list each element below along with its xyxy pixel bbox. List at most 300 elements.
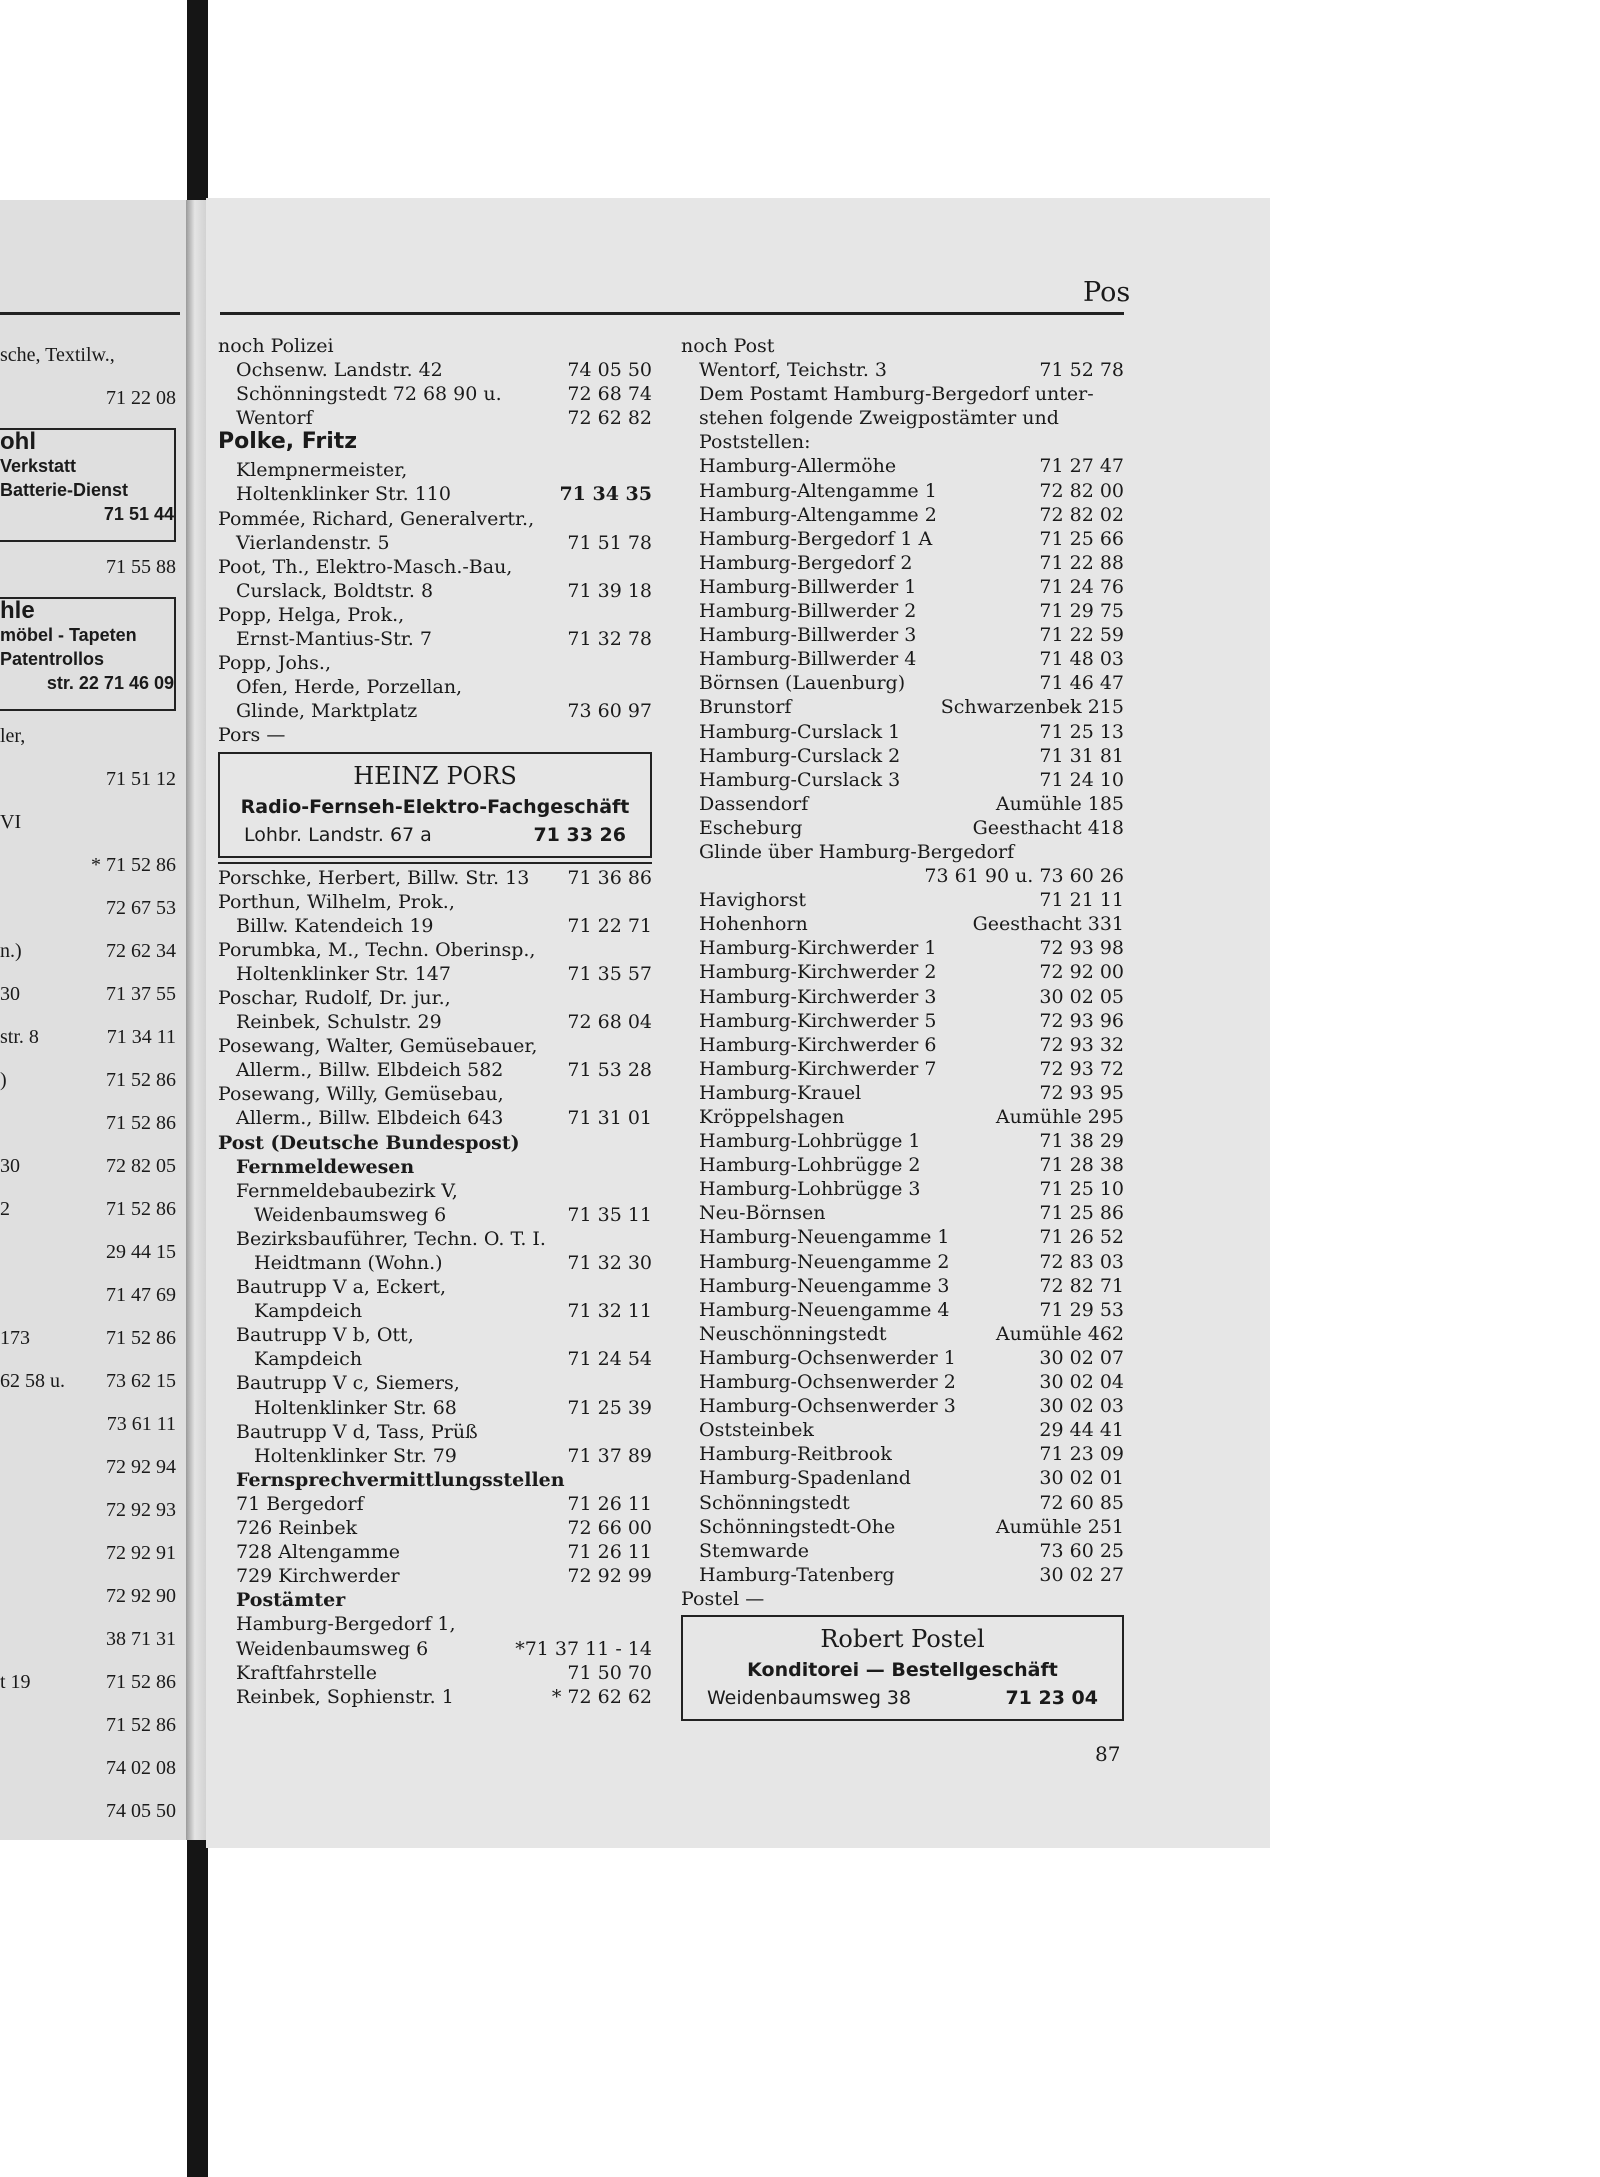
directory-entry: [218, 358, 652, 382]
entry-text: Porthun, Wilhelm, Prok.,: [218, 890, 455, 913]
left-entry: [0, 1626, 176, 1652]
entry-phone: Aumühle 185: [995, 792, 1124, 815]
left-entry-text: 2: [0, 1198, 10, 1220]
directory-entry: [218, 1661, 652, 1685]
directory-entry: [681, 888, 1124, 912]
entry-text: Wentorf: [236, 407, 313, 430]
entry-text: Hamburg-Lohbrügge 1: [699, 1130, 921, 1153]
left-page-rule: [0, 312, 180, 315]
entry-phone: 72 93 98: [1039, 937, 1124, 960]
entry-phone: 71 31 01: [567, 1107, 652, 1130]
directory-entry: [681, 1057, 1124, 1081]
directory-entry: [681, 358, 1124, 382]
left-entry: [0, 1368, 176, 1394]
entry-phone: 71 29 53: [1039, 1298, 1124, 1321]
directory-entry: [218, 531, 652, 555]
entry-text: Hamburg-Neuengamme 4: [699, 1298, 950, 1321]
entry-text: Hamburg-Spadenland: [699, 1467, 911, 1490]
entry-phone: Geesthacht 331: [972, 913, 1124, 936]
directory-entry: [218, 603, 652, 627]
left-entry-text: n.): [0, 940, 22, 962]
entry-phone: 71 22 88: [1039, 551, 1124, 574]
directory-entry: [681, 1418, 1124, 1442]
directory-entry: [218, 1155, 652, 1179]
entry-text: Vierlandenstr. 5: [236, 531, 390, 554]
directory-entry: [218, 675, 652, 699]
entry-text: Fernsprechvermittlungsstellen: [236, 1468, 565, 1491]
directory-column-left: [218, 334, 652, 1709]
directory-entry: [218, 962, 652, 986]
entry-text: Ernst-Mantius-Str. 7: [236, 628, 432, 651]
directory-entry: [218, 579, 652, 603]
left-entry-phone: 71 22 08: [106, 387, 176, 409]
left-entry-text: 62 58 u.: [0, 1370, 65, 1392]
directory-entry: [218, 723, 652, 747]
directory-entry: [681, 623, 1124, 647]
entry-phone: 71 52 78: [1039, 359, 1124, 382]
directory-entry: [218, 1275, 652, 1299]
directory-entry: [681, 334, 1124, 358]
entry-phone: 72 92 00: [1039, 961, 1124, 984]
entry-phone: 71 36 86: [567, 866, 652, 889]
directory-entry: [218, 1420, 652, 1444]
directory-entry: [218, 1251, 652, 1275]
entry-text: Kraftfahrstelle: [236, 1661, 377, 1684]
directory-entry: [681, 1563, 1124, 1587]
left-entry: [0, 554, 176, 580]
entry-phone: 30 02 07: [1039, 1346, 1124, 1369]
directory-entry: [681, 1587, 1124, 1611]
entry-text: Pors —: [218, 724, 286, 747]
entry-text: Fernmeldewesen: [236, 1155, 415, 1178]
entry-text: Kröppelshagen: [699, 1106, 845, 1128]
book-spine: [187, 0, 208, 205]
entry-text: Hohenhorn: [699, 913, 808, 936]
entry-text: Posewang, Walter, Gemüsebauer,: [218, 1035, 538, 1058]
entry-text: 726 Reinbek: [236, 1517, 358, 1540]
directory-entry: [681, 792, 1124, 816]
left-entry-phone: 71 52 86: [106, 1671, 176, 1693]
directory-entry: [218, 890, 652, 914]
directory-entry: [218, 555, 652, 579]
directory-entry: [681, 985, 1124, 1009]
left-entry: [0, 1411, 176, 1437]
entry-text: Schönningstedt-Ohe: [699, 1515, 896, 1538]
ad-contact: [695, 1687, 1110, 1713]
entry-phone: 71 37 89: [567, 1444, 652, 1467]
directory-entry: [681, 1322, 1124, 1346]
left-entry-phone: 29 44 15: [106, 1241, 176, 1263]
entry-text: Hamburg-Bergedorf 2: [699, 551, 913, 574]
entry-text: Dassendorf: [699, 792, 809, 815]
ad-address: Weidenbaumsweg 38: [707, 1686, 912, 1709]
left-entry: [0, 1497, 176, 1523]
entry-text: Hamburg-Ochsenwerder 1: [699, 1346, 956, 1369]
entry-phone: 71 39 18: [567, 579, 652, 602]
entry-phone: 72 68 74: [567, 383, 652, 406]
left-entry-phone: 74 05 50: [106, 1800, 176, 1822]
entry-text: Hamburg-Neuengamme 3: [699, 1274, 950, 1297]
left-entry-phone: 71 52 86: [106, 1112, 176, 1134]
entry-phone: 74 05 50: [567, 359, 652, 382]
left-entry: [0, 766, 176, 792]
entry-text: Post (Deutsche Bundespost): [218, 1131, 520, 1154]
entry-text: Postel —: [681, 1587, 765, 1610]
entry-phone: 71 35 11: [567, 1203, 652, 1226]
entry-phone: 72 93 32: [1039, 1033, 1124, 1056]
entry-text: Heidtmann (Wohn.): [254, 1252, 443, 1274]
left-entry: [0, 895, 176, 921]
entry-phone: 71 46 47: [1039, 672, 1124, 695]
directory-entry: [218, 1468, 652, 1492]
left-entry: [0, 809, 176, 835]
left-advert-line: 71 51 44: [103, 504, 174, 524]
left-entry-phone: 72 92 90: [106, 1585, 176, 1607]
left-entry-phone: 73 61 11: [106, 1413, 176, 1435]
entry-text: Holtenklinker Str. 147: [236, 962, 451, 985]
directory-entry: [681, 1298, 1124, 1322]
left-entry-phone: 72 92 93: [106, 1499, 176, 1521]
entry-text: 728 Altengamme: [236, 1541, 400, 1564]
directory-entry: [681, 1033, 1124, 1057]
left-entry: [0, 1282, 176, 1308]
entry-text: noch Post: [681, 335, 775, 357]
entry-phone: 71 32 78: [567, 628, 652, 651]
left-advert-line: hle: [0, 597, 35, 624]
entry-phone: 73 60 25: [1039, 1539, 1124, 1562]
entry-text: Hamburg-Lohbrügge 3: [699, 1178, 921, 1201]
left-entry-text: str. 8: [0, 1026, 39, 1048]
entry-text: Dem Postamt Hamburg-Bergedorf unter-: [699, 383, 1094, 406]
directory-entry: [218, 1588, 652, 1612]
entry-text: Neu-Börnsen: [699, 1202, 826, 1225]
entry-text: Hamburg-Kirchwerder 6: [699, 1033, 937, 1056]
entry-phone: 71 53 28: [567, 1059, 652, 1082]
entry-text: Hamburg-Altengamme 1: [699, 479, 937, 502]
left-advert-line: Patentrollos: [0, 649, 105, 669]
left-entry-phone: 71 52 86: [106, 1069, 176, 1091]
left-advert-line: Batterie-Dienst: [0, 480, 129, 500]
left-entry: [0, 1325, 176, 1351]
entry-phone: 71 21 11: [1039, 889, 1124, 912]
entry-phone: 30 02 03: [1039, 1395, 1124, 1418]
directory-entry: [218, 406, 652, 430]
entry-phone: 71 22 71: [567, 914, 652, 937]
left-entry-phone: 71 52 86: [106, 1714, 176, 1736]
directory-entry: [681, 551, 1124, 575]
left-entry-phone: 72 92 94: [106, 1456, 176, 1478]
left-entry: [0, 1196, 176, 1222]
entry-phone: 72 82 00: [1039, 479, 1124, 502]
directory-entry: [681, 1225, 1124, 1249]
entry-text: Reinbek, Sophienstr. 1: [236, 1685, 454, 1708]
ad-phone: 71 23 04: [1005, 1686, 1098, 1709]
entry-phone: 71 51 78: [567, 531, 652, 554]
directory-entry: [218, 1058, 652, 1082]
entry-phone: 71 25 66: [1039, 527, 1124, 550]
directory-entry: [681, 1466, 1124, 1490]
directory-entry: [218, 1444, 652, 1468]
left-entry-text: 30: [0, 983, 20, 1005]
left-entry: [0, 1239, 176, 1265]
left-entry: [0, 1024, 176, 1050]
left-entry-phone: 72 67 53: [106, 897, 176, 919]
entry-phone: 72 92 99: [567, 1565, 652, 1588]
entry-text: Hamburg-Billwerder 3: [699, 624, 917, 647]
left-entry: [0, 1755, 176, 1781]
left-entry: [0, 938, 176, 964]
entry-phone: 30 02 27: [1039, 1563, 1124, 1586]
entry-phone: 72 68 04: [567, 1011, 652, 1034]
directory-entry: [681, 1105, 1124, 1129]
left-entry-phone: 71 34 11: [106, 1026, 176, 1048]
entry-phone: 71 26 11: [567, 1492, 652, 1515]
entry-text: Bautrupp V d, Tass, Prüß: [236, 1420, 478, 1443]
entry-phone: 72 60 85: [1039, 1491, 1124, 1514]
directory-entry: [681, 744, 1124, 768]
entry-phone: 30 02 04: [1039, 1371, 1124, 1394]
directory-entry: [218, 986, 652, 1010]
directory-entry: [218, 1299, 652, 1323]
directory-entry: [681, 768, 1124, 792]
entry-text: Weidenbaumsweg 6: [254, 1203, 447, 1226]
left-entry: [0, 1454, 176, 1480]
entry-phone: 73 61 90 u. 73 60 26: [924, 865, 1124, 888]
entry-text: Postämter: [236, 1589, 346, 1612]
entry-text: Posewang, Willy, Gemüsebau,: [218, 1083, 504, 1106]
entry-phone: *71 37 11 - 14: [515, 1637, 652, 1660]
entry-text: noch Polizei: [218, 335, 334, 357]
left-entry: [0, 1067, 176, 1093]
entry-text: stehen folgende Zweigpostämter und: [699, 407, 1059, 430]
directory-entry: [681, 1129, 1124, 1153]
entry-text: Holtenklinker Str. 110: [236, 483, 451, 506]
left-advert-line: Verkstatt: [0, 456, 77, 476]
directory-entry: [681, 1442, 1124, 1466]
entry-text: Kampdeich: [254, 1300, 363, 1323]
directory-entry: [218, 482, 652, 506]
entry-text: Escheburg: [699, 816, 803, 839]
directory-entry: [218, 1323, 652, 1347]
entry-text: Weidenbaumsweg 6: [236, 1637, 429, 1660]
entry-text: Hamburg-Kirchwerder 1: [699, 937, 937, 960]
directory-entry: [681, 1250, 1124, 1274]
entry-text: Bautrupp V a, Eckert,: [236, 1276, 447, 1299]
entry-phone: 71 31 81: [1039, 744, 1124, 767]
entry-text: Billw. Katendeich 19: [236, 914, 434, 937]
left-entry-text: 173: [0, 1327, 30, 1349]
entry-text: Hamburg-Allermöhe: [699, 455, 897, 478]
left-entry-phone: 73 62 15: [106, 1370, 176, 1392]
entry-text: Hamburg-Reitbrook: [699, 1443, 892, 1466]
entry-text: Schönningstedt 72 68 90 u.: [236, 383, 502, 406]
directory-entry: [218, 334, 652, 358]
entry-text: Glinde, Marktplatz: [236, 700, 418, 723]
entry-phone: 71 32 30: [567, 1252, 652, 1274]
directory-entry: [218, 1637, 652, 1661]
entry-phone: Aumühle 462: [995, 1322, 1124, 1345]
entry-phone: 71 50 70: [567, 1661, 652, 1684]
entry-text: Hamburg-Krauel: [699, 1081, 862, 1104]
left-entry-phone: 71 52 86: [106, 1198, 176, 1220]
entry-text: Neuschönningstedt: [699, 1322, 887, 1345]
entry-text: Bautrupp V b, Ott,: [236, 1324, 414, 1347]
ad-contact: [232, 824, 638, 850]
left-entry-text: ler,: [0, 725, 26, 747]
directory-entry: [218, 651, 652, 675]
ad-phone: 71 33 26: [533, 823, 626, 846]
entry-phone: 72 93 72: [1039, 1057, 1124, 1080]
left-advert-line: str. 22 71 46 09: [46, 673, 174, 693]
entry-text: Hamburg-Curslack 1: [699, 720, 901, 743]
entry-phone: 71 32 11: [567, 1300, 652, 1323]
ad-subtitle: Radio-Fernseh-Elektro-Fachgeschäft: [240, 795, 630, 818]
left-advert-line: ohl: [0, 428, 36, 455]
entry-phone: 30 02 01: [1039, 1467, 1124, 1490]
entry-text: Hamburg-Curslack 3: [699, 768, 901, 791]
entry-text: Poschar, Rudolf, Dr. jur.,: [218, 986, 451, 1009]
entry-text: Pommée, Richard, Generalvertr.,: [218, 507, 535, 530]
left-advert-line: möbel - Tapeten: [0, 625, 137, 645]
entry-text: Poststellen:: [699, 431, 811, 454]
left-entry-phone: 71 47 69: [106, 1284, 176, 1306]
directory-entry: [681, 960, 1124, 984]
entry-phone: 72 82 02: [1039, 503, 1124, 526]
left-entry-phone: 71 37 55: [106, 983, 176, 1005]
left-entry: [0, 1540, 176, 1566]
directory-entry: [681, 1491, 1124, 1515]
left-entry: [0, 723, 176, 749]
page-gutter: [186, 200, 208, 1840]
left-entry: [0, 1712, 176, 1738]
directory-column-right: [681, 334, 1124, 1725]
directory-entry: [218, 1106, 652, 1130]
header-rule: [220, 312, 1124, 315]
directory-entry: [218, 1179, 652, 1203]
entry-text: Hamburg-Tatenberg: [699, 1563, 895, 1586]
left-advert-box: [0, 428, 176, 542]
entry-phone: 71 29 75: [1039, 600, 1124, 623]
left-entry-text: 30: [0, 1155, 20, 1177]
left-entry-phone: 74 02 08: [106, 1757, 176, 1779]
left-advert-box: [0, 597, 176, 711]
entry-text: Hamburg-Ochsenwerder 3: [699, 1395, 956, 1418]
entry-phone: 71 25 39: [567, 1396, 652, 1419]
entry-text: Hamburg-Kirchwerder 7: [699, 1057, 937, 1080]
entry-phone: 71 26 11: [567, 1541, 652, 1564]
left-entry: [0, 852, 176, 878]
entry-phone: 71 48 03: [1039, 648, 1124, 671]
directory-entry: [681, 1081, 1124, 1105]
directory-entry: [218, 382, 652, 406]
left-entry: [0, 385, 176, 411]
entry-text: Reinbek, Schulstr. 29: [236, 1011, 442, 1034]
left-entry-text: sche, Textilw.,: [0, 344, 115, 366]
directory-entry: [681, 647, 1124, 671]
directory-entry: [218, 1034, 652, 1058]
entry-text: Hamburg-Neuengamme 1: [699, 1226, 950, 1249]
entry-phone: 71 34 35: [559, 483, 652, 506]
entry-text: Ochsenw. Landstr. 42: [236, 359, 443, 382]
entry-text: Hamburg-Curslack 2: [699, 744, 901, 767]
directory-entry: [218, 1347, 652, 1371]
entry-phone: 71 26 52: [1039, 1226, 1124, 1249]
directory-entry: [218, 430, 652, 458]
entry-text: Fernmeldebaubezirk V,: [236, 1179, 458, 1202]
directory-entry: [218, 458, 652, 482]
left-entry: [0, 981, 176, 1007]
directory-entry: [218, 507, 652, 531]
entry-phone: 72 83 03: [1039, 1250, 1124, 1273]
left-entry: [0, 1583, 176, 1609]
directory-entry: [681, 864, 1124, 888]
entry-text: Hamburg-Neuengamme 2: [699, 1250, 950, 1273]
directory-entry: [218, 1371, 652, 1395]
entry-text: Oststeinbek: [699, 1419, 814, 1442]
entry-text: 729 Kirchwerder: [236, 1565, 400, 1588]
entry-text: Hamburg-Billwerder 1: [699, 575, 917, 598]
entry-text: Börnsen (Lauenburg): [699, 672, 906, 695]
left-entry-text: t 19: [0, 1671, 31, 1693]
left-entry-phone: 71 52 86: [106, 1327, 176, 1349]
entry-phone: 71 27 47: [1039, 455, 1124, 478]
directory-entry: [681, 695, 1124, 719]
entry-phone: 72 66 00: [567, 1517, 652, 1540]
entry-text: Kampdeich: [254, 1348, 363, 1371]
entry-text: Hamburg-Kirchwerder 2: [699, 961, 937, 984]
page-title: Pos: [1083, 277, 1131, 308]
ad-address: Lohbr. Landstr. 67 a: [244, 823, 432, 846]
directory-entry: [681, 575, 1124, 599]
directory-entry: [218, 914, 652, 938]
entry-text: Ofen, Herde, Porzellan,: [236, 676, 463, 699]
entry-text: Allerm., Billw. Elbdeich 582: [236, 1059, 504, 1082]
directory-entry: [218, 938, 652, 962]
directory-entry: [218, 1612, 652, 1636]
entry-phone: 71 22 59: [1039, 624, 1124, 647]
directory-entry: [681, 430, 1124, 454]
directory-entry: [681, 479, 1124, 503]
page-number: 87: [1095, 1742, 1121, 1766]
directory-entry: [681, 527, 1124, 551]
entry-text: Wentorf, Teichstr. 3: [699, 359, 887, 382]
directory-entry: [681, 1370, 1124, 1394]
entry-text: Hamburg-Kirchwerder 3: [699, 985, 937, 1008]
left-entry-phone: 38 71 31: [106, 1628, 176, 1650]
entry-text: 71 Bergedorf: [236, 1492, 364, 1515]
entry-phone: 72 93 95: [1039, 1081, 1124, 1104]
entry-phone: * 72 62 62: [551, 1685, 652, 1708]
entry-text: Hamburg-Altengamme 2: [699, 503, 937, 526]
advertisement-box: [218, 752, 652, 858]
left-entry-phone: 72 62 34: [106, 940, 176, 962]
directory-entry: [681, 912, 1124, 936]
directory-entry: [681, 1153, 1124, 1177]
directory-entry: [681, 1177, 1124, 1201]
left-entry-phone: 72 82 05: [106, 1155, 176, 1177]
entry-text: Bezirksbauführer, Techn. O. T. I.: [236, 1227, 546, 1250]
directory-entry: [681, 406, 1124, 430]
entry-phone: Aumühle 295: [995, 1106, 1124, 1128]
left-entry-phone: 71 51 12: [106, 768, 176, 790]
entry-phone: 71 38 29: [1039, 1130, 1124, 1153]
entry-text: Stemwarde: [699, 1539, 809, 1562]
entry-phone: 72 62 82: [567, 407, 652, 430]
ad-title: Robert Postel: [820, 1624, 985, 1653]
book-spine-bottom: [187, 1840, 208, 2177]
directory-entry: [218, 866, 652, 890]
entry-phone: 71 24 54: [567, 1348, 652, 1371]
